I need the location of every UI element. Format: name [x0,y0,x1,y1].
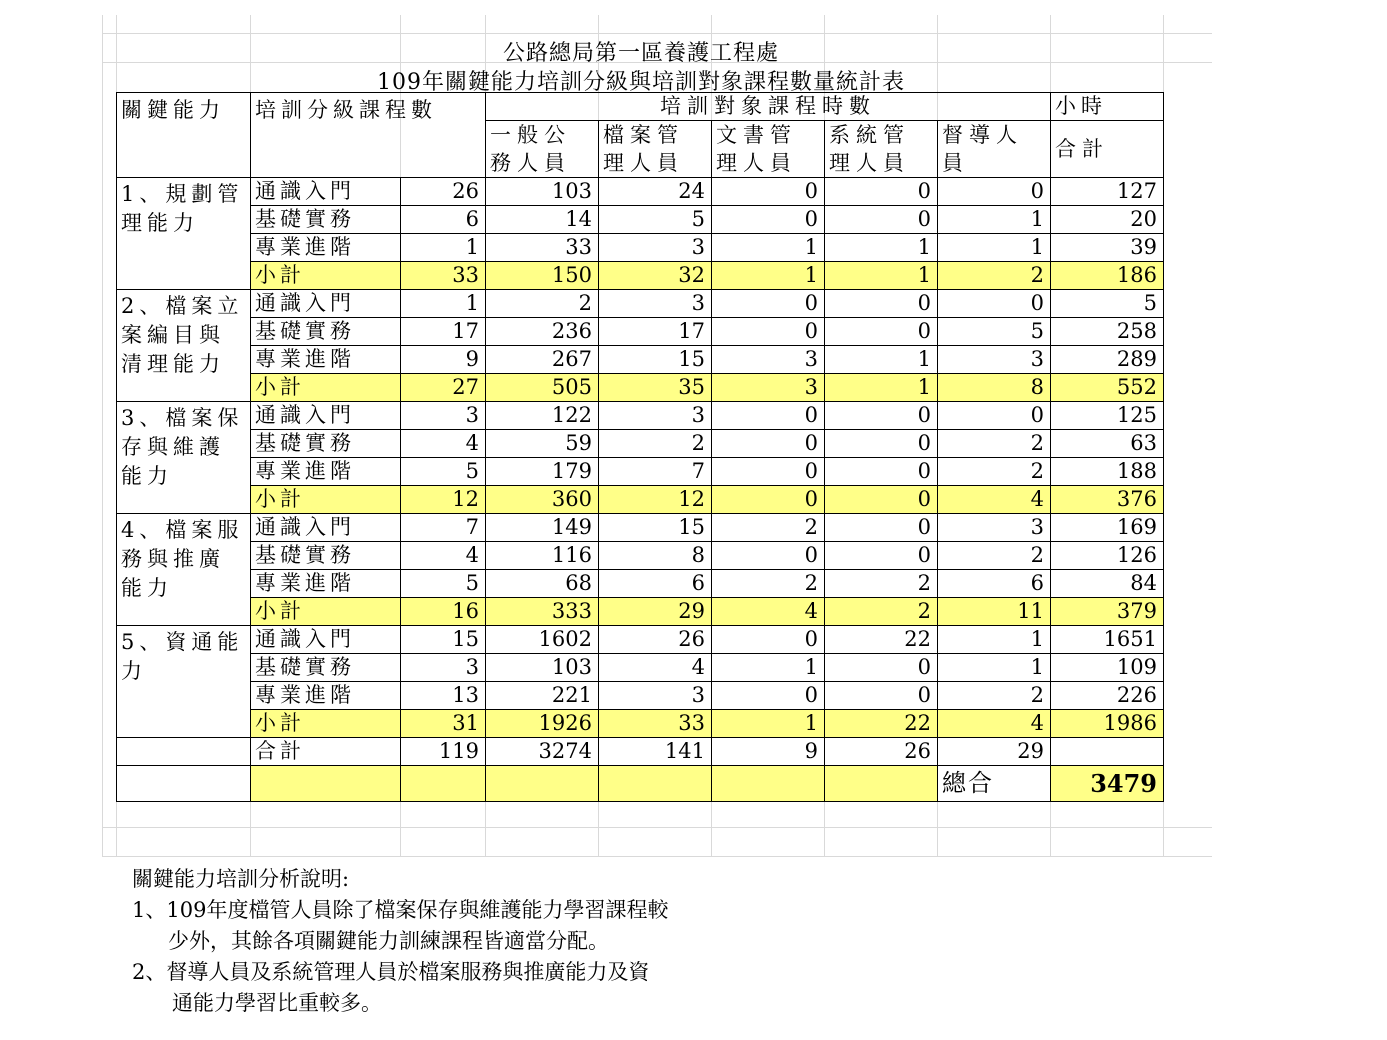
table-cell: 2 [938,430,1051,458]
table-cell: 0 [825,682,938,710]
table-cell: 0 [712,458,825,486]
table-cell: 360 [486,486,599,514]
table-cell: 15 [599,346,712,374]
header-level-courses: 培訓分級課程數 [251,93,486,178]
header-target-hours: 培訓對象課程時數 [486,93,1051,121]
table-cell: 1 [938,234,1051,262]
table-cell: 2 [825,598,938,626]
table-cell: 5 [938,318,1051,346]
notes-heading: 關鍵能力培訓分析說明: [132,867,350,891]
table-cell: 0 [825,542,938,570]
table-cell: 15 [599,514,712,542]
table-row [117,318,1164,346]
table-cell: 0 [825,206,938,234]
row-level-label: 通識入門 [251,402,401,430]
table-cell: 7 [401,514,486,542]
table-cell: 2 [599,430,712,458]
table-cell: 552 [1051,374,1164,402]
header-unit: 小時 [1051,93,1164,121]
table-cell: 39 [1051,234,1164,262]
table-cell: 15 [401,626,486,654]
table-cell: 6 [599,570,712,598]
table-cell: 0 [712,318,825,346]
report-title-line1: 公路總局第一區養護工程處 [502,41,779,66]
totals-label: 合計 [251,738,401,766]
grand-total-row [117,766,1164,802]
table-cell: 333 [486,598,599,626]
table-cell: 3 [712,374,825,402]
table-row [117,262,1164,290]
table-cell: 0 [825,458,938,486]
row-level-label: 通識入門 [251,626,401,654]
totals-cell: 119 [401,738,486,766]
table-row [117,458,1164,486]
table-cell: 32 [599,262,712,290]
totals-row [117,738,1164,766]
row-level-label: 基礎實務 [251,206,401,234]
table-cell: 150 [486,262,599,290]
table-cell: 2 [938,262,1051,290]
table-cell: 1 [938,626,1051,654]
table-cell: 0 [712,206,825,234]
row-level-label: 專業進階 [251,570,401,598]
table-cell: 0 [825,654,938,682]
table-cell: 258 [1051,318,1164,346]
table-row [117,682,1164,710]
table-cell: 16 [401,598,486,626]
table-cell: 122 [486,402,599,430]
table-cell: 1 [825,262,938,290]
analysis-notes [132,864,668,1019]
table-cell: 0 [938,178,1051,206]
row-level-label: 專業進階 [251,234,401,262]
report-title-line2: 109年關鍵能力培訓分級與培訓對象課程數量統計表 [377,70,905,95]
table-row [117,486,1164,514]
header-document-staff: 文書管理人員 [712,121,825,178]
table-cell: 59 [486,430,599,458]
table-cell: 1926 [486,710,599,738]
table-cell: 1651 [1051,626,1164,654]
table-cell: 4 [401,542,486,570]
table-cell: 63 [1051,430,1164,458]
totals-cell: 141 [599,738,712,766]
grand-total-label: 總合 [938,766,1051,802]
note-1-line-1: 1、109年度檔管人員除了檔案保存與維護能力學習課程較 [132,898,669,922]
row-level-label: 通識入門 [251,178,401,206]
ability-category: 4、檔案服務與推廣能力 [117,514,251,626]
table-cell: 103 [486,654,599,682]
table-cell: 33 [486,234,599,262]
row-level-label: 基礎實務 [251,430,401,458]
table-cell: 2 [712,514,825,542]
grand-total-value: 3479 [1051,766,1164,802]
table-cell: 3 [938,514,1051,542]
table-cell: 3 [599,234,712,262]
table-cell: 2 [938,682,1051,710]
table-row [117,542,1164,570]
table-row [117,290,1164,318]
table-cell: 289 [1051,346,1164,374]
table-cell: 221 [486,682,599,710]
table-cell: 126 [1051,542,1164,570]
table-cell: 3 [599,682,712,710]
table-cell: 4 [599,654,712,682]
header-total: 合計 [1051,121,1164,178]
table-cell: 0 [825,402,938,430]
table-row [117,346,1164,374]
table-row [117,430,1164,458]
table-cell: 8 [599,542,712,570]
table-cell: 103 [486,178,599,206]
table-cell: 2 [938,542,1051,570]
header-supervisor-staff: 督導人員 [938,121,1051,178]
table-cell: 0 [712,486,825,514]
table-cell: 6 [938,570,1051,598]
table-cell: 3 [712,346,825,374]
table-cell: 1 [401,234,486,262]
ability-category: 3、檔案保存與維護能力 [117,402,251,514]
table-cell: 68 [486,570,599,598]
table-row [117,654,1164,682]
table-row [117,234,1164,262]
table-cell: 376 [1051,486,1164,514]
row-level-label: 小計 [251,710,401,738]
table-cell: 1 [825,374,938,402]
table-cell: 0 [712,178,825,206]
table-cell: 1986 [1051,710,1164,738]
note-2-line-2: 通能力學習比重較多。 [172,991,382,1015]
table-cell: 0 [825,430,938,458]
table-cell: 29 [599,598,712,626]
table-cell: 379 [1051,598,1164,626]
table-cell: 9 [401,346,486,374]
table-cell: 14 [486,206,599,234]
table-cell: 0 [938,402,1051,430]
header-archive-staff: 檔案管理人員 [599,121,712,178]
table-cell: 17 [599,318,712,346]
table-cell: 11 [938,598,1051,626]
table-row [117,626,1164,654]
table-cell: 12 [401,486,486,514]
statistics-table [116,92,1164,802]
table-cell: 125 [1051,402,1164,430]
table-cell: 267 [486,346,599,374]
table-cell: 3 [401,402,486,430]
table-cell: 0 [938,290,1051,318]
totals-cell: 3274 [486,738,599,766]
table-cell: 8 [938,374,1051,402]
table-cell: 2 [712,570,825,598]
table-cell: 22 [825,710,938,738]
table-cell: 1 [825,346,938,374]
row-level-label: 基礎實務 [251,542,401,570]
row-level-label: 小計 [251,598,401,626]
table-cell: 4 [712,598,825,626]
table-cell: 5 [599,206,712,234]
table-cell: 5 [401,458,486,486]
table-cell: 1 [401,290,486,318]
table-cell: 0 [825,318,938,346]
table-cell: 226 [1051,682,1164,710]
row-level-label: 小計 [251,262,401,290]
table-cell: 24 [599,178,712,206]
note-1-line-2: 少外，其餘各項關鍵能力訓練課程皆適當分配。 [168,929,609,953]
table-row [117,710,1164,738]
row-level-label: 專業進階 [251,682,401,710]
table-row [117,206,1164,234]
totals-cell: 29 [938,738,1051,766]
header-key-ability: 關鍵能力 [117,93,251,178]
table-row [117,514,1164,542]
ability-category: 2、檔案立案編目與清理能力 [117,290,251,402]
table-cell: 13 [401,682,486,710]
table-cell: 31 [401,710,486,738]
table-cell: 1 [938,654,1051,682]
table-cell: 26 [599,626,712,654]
table-cell: 0 [825,290,938,318]
header-system-staff: 系統管理人員 [825,121,938,178]
table-cell: 84 [1051,570,1164,598]
table-cell: 149 [486,514,599,542]
table-cell: 1602 [486,626,599,654]
table-cell: 1 [938,206,1051,234]
table-cell: 0 [825,486,938,514]
table-cell: 0 [712,682,825,710]
ability-category: 5、資通能力 [117,626,251,738]
table-cell: 0 [712,626,825,654]
table-cell: 3 [599,402,712,430]
table-cell: 12 [599,486,712,514]
table-cell: 188 [1051,458,1164,486]
table-cell: 2 [938,458,1051,486]
ability-category: 1、規劃管理能力 [117,178,251,290]
row-level-label: 基礎實務 [251,654,401,682]
table-cell: 127 [1051,178,1164,206]
table-cell: 3 [599,290,712,318]
table-cell: 0 [712,402,825,430]
row-level-label: 小計 [251,374,401,402]
table-cell: 2 [486,290,599,318]
header-general-staff: 一般公務人員 [486,121,599,178]
totals-cell: 26 [825,738,938,766]
table-row [117,178,1164,206]
row-level-label: 小計 [251,486,401,514]
row-level-label: 專業進階 [251,346,401,374]
table-cell: 6 [401,206,486,234]
table-cell: 0 [712,430,825,458]
table-cell: 17 [401,318,486,346]
row-level-label: 基礎實務 [251,318,401,346]
table-cell: 116 [486,542,599,570]
table-cell: 7 [599,458,712,486]
table-cell: 4 [401,430,486,458]
table-row [117,598,1164,626]
table-cell: 4 [938,710,1051,738]
table-cell: 236 [486,318,599,346]
table-cell: 186 [1051,262,1164,290]
table-cell: 0 [825,514,938,542]
table-cell: 27 [401,374,486,402]
table-cell: 33 [599,710,712,738]
table-cell: 0 [712,290,825,318]
table-cell: 109 [1051,654,1164,682]
table-cell: 1 [825,234,938,262]
table-cell: 0 [712,542,825,570]
table-cell: 35 [599,374,712,402]
table-cell: 5 [401,570,486,598]
table-cell: 20 [1051,206,1164,234]
row-level-label: 通識入門 [251,290,401,318]
table-cell: 179 [486,458,599,486]
row-level-label: 通識入門 [251,514,401,542]
table-cell: 1 [712,710,825,738]
table-cell: 0 [825,178,938,206]
row-level-label: 專業進階 [251,458,401,486]
totals-cell: 9 [712,738,825,766]
table-cell: 2 [825,570,938,598]
table-cell: 33 [401,262,486,290]
table-row [117,570,1164,598]
table-row [117,374,1164,402]
table-cell: 3 [401,654,486,682]
table-cell: 1 [712,234,825,262]
table-cell: 505 [486,374,599,402]
table-row [117,402,1164,430]
table-cell: 169 [1051,514,1164,542]
table-cell: 1 [712,654,825,682]
table-cell: 5 [1051,290,1164,318]
table-cell: 3 [938,346,1051,374]
note-2-line-1: 2、督導人員及系統管理人員於檔案服務與推廣能力及資 [132,960,650,984]
table-cell: 22 [825,626,938,654]
table-cell: 26 [401,178,486,206]
table-cell: 1 [712,262,825,290]
table-cell: 4 [938,486,1051,514]
